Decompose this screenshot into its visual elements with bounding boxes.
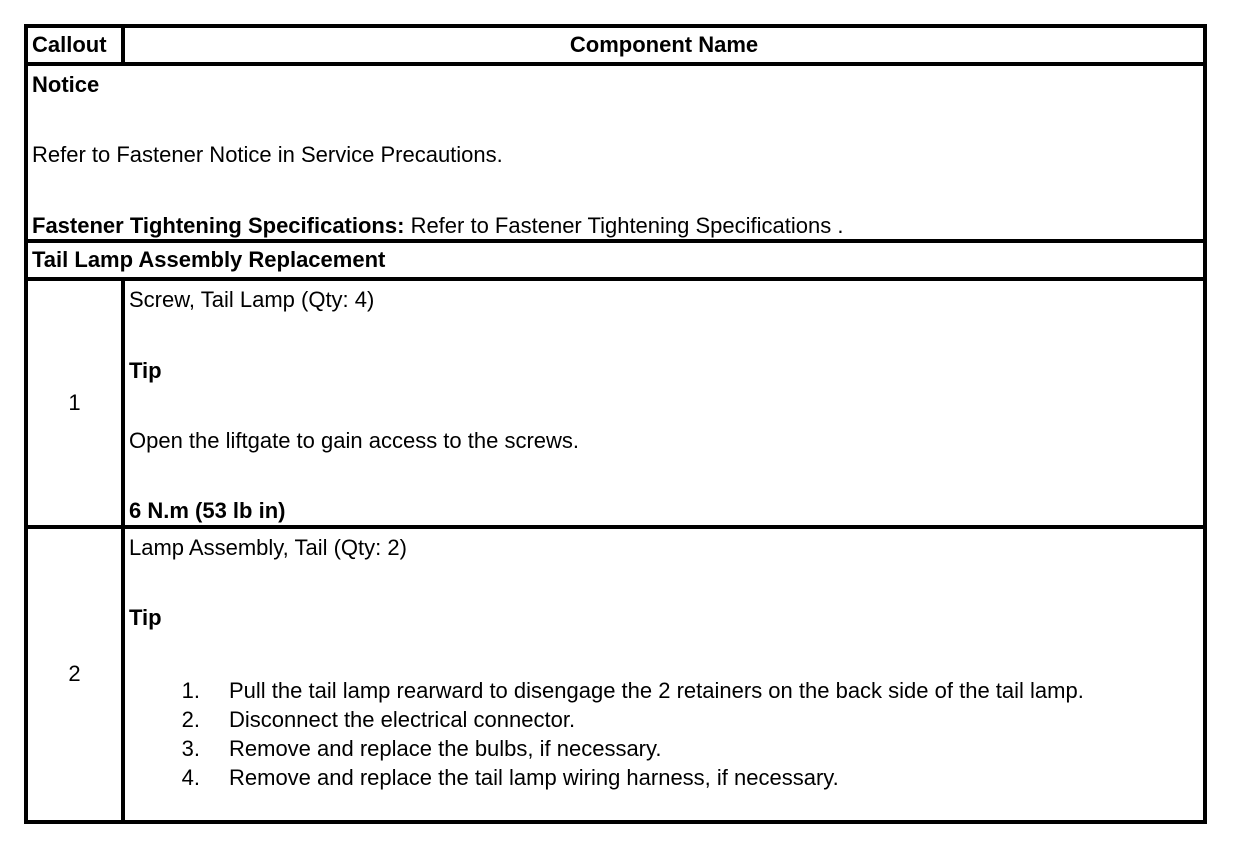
tip-text: Open the liftgate to gain access to the screws. (129, 427, 580, 453)
notice-cell (26, 64, 1205, 241)
list-item (129, 676, 1199, 705)
service-procedure-table (24, 24, 1207, 824)
callout-number: 2 (26, 527, 123, 822)
fastener-spec-line (32, 213, 1199, 239)
list-item (129, 734, 1199, 763)
component-cell (123, 279, 1205, 527)
section-title: Tail Lamp Assembly Replacement (26, 241, 1205, 279)
tip-steps-list (129, 676, 1199, 792)
step-text: Remove and replace the bulbs, if necessary. (229, 735, 662, 761)
component-name: Lamp Assembly, Tail (Qty: 2) (129, 534, 407, 560)
component-name-header: Component Name (123, 26, 1205, 64)
fastener-spec-text: Refer to Fastener Tightening Specifications . (410, 212, 844, 238)
table-row (26, 279, 1205, 527)
step-number: 3. (181, 735, 200, 761)
header-row (26, 26, 1205, 64)
component-name: Screw, Tail Lamp (Qty: 4) (129, 287, 375, 313)
step-number: 1. (181, 677, 200, 703)
torque-spec: 6 N.m (53 lb in) (129, 498, 286, 524)
notice-text: Refer to Fastener Notice in Service Precautions. (32, 142, 503, 168)
step-number: 2. (181, 706, 200, 732)
table-row (26, 527, 1205, 822)
component-cell (123, 527, 1205, 822)
list-item (129, 705, 1199, 734)
step-text: Pull the tail lamp rearward to disengage the 2 retainers on the back side of the tail lamp. (229, 677, 1084, 703)
notice-title: Notice (32, 72, 100, 97)
step-text: Remove and replace the tail lamp wiring harness, if necessary. (229, 764, 839, 790)
step-number: 4. (181, 764, 200, 790)
tip-title: Tip (129, 357, 162, 383)
fastener-spec-label: Fastener Tightening Specifications: (32, 212, 405, 238)
list-item (129, 763, 1199, 792)
callout-header: Callout (26, 26, 123, 64)
tip-title: Tip (129, 605, 162, 631)
step-text: Disconnect the electrical connector. (229, 706, 576, 732)
section-row (26, 241, 1205, 279)
notice-row (26, 64, 1205, 241)
callout-number: 1 (26, 279, 123, 527)
